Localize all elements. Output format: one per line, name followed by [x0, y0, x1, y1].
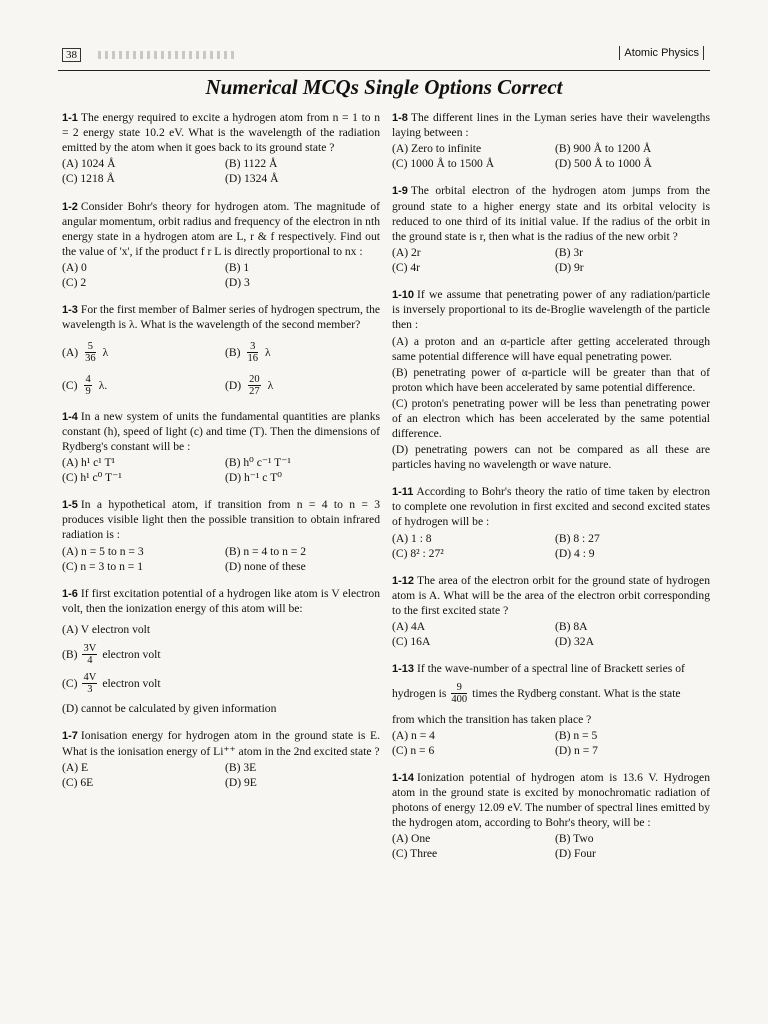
option-suffix: λ — [102, 345, 109, 359]
question-number: 1-11 — [392, 486, 414, 499]
option-a[interactable]: (A) 0 — [62, 261, 87, 275]
options — [62, 544, 380, 574]
question-text: If the wave-number of a spectral line of Brackett series of — [417, 662, 685, 676]
option-a[interactable]: (A) h¹ c¹ T¹ — [62, 456, 116, 469]
option-a[interactable]: (A) Zero to infinite — [392, 142, 482, 156]
question-number: 1-9 — [392, 185, 408, 198]
question-text: According to Bohr's theory the ratio of time taken by electron to complete one revolution in first excited and second excited states of hydrogen will be : — [392, 485, 710, 529]
fraction-denominator: 16 — [247, 352, 258, 364]
question-1-12 — [392, 573, 710, 650]
question-number: 1-4 — [62, 410, 78, 423]
option-b[interactable]: (B) 1122 Å — [225, 157, 278, 171]
option-b[interactable]: (B) 8A — [555, 620, 588, 634]
option-d[interactable]: (D) 32A — [555, 635, 594, 649]
fraction-numerator: 4 — [85, 373, 91, 385]
option-c[interactable]: (C) 6E — [62, 775, 94, 789]
question-text: The energy required to excite a hydrogen atom from n = 1 to n = 2 energy state 10.2 eV. What is the wavelength of the radiation emitted by the atom when it goes back to its ground state ? — [62, 111, 380, 155]
option-b[interactable]: (B) 8 : 27 — [555, 531, 600, 545]
question-1-2 — [62, 199, 380, 291]
options — [62, 156, 380, 186]
header-scan-noise — [98, 51, 238, 59]
question-number: 1-8 — [392, 112, 408, 124]
question-number: 1-7 — [62, 730, 78, 743]
option-a[interactable]: (A) n = 4 — [392, 728, 435, 742]
option-a[interactable]: (A) 2r — [392, 245, 421, 259]
option-suffix: electron volt — [102, 677, 161, 691]
question-text: Consider Bohr's theory for hydrogen atom. The magnitude of angular momentum, orbit radius and frequency of the electron in nth energy state in a hydrogen atom are L, r & f respectively. Find out the value of 'x', if the product f r L is directly proportional to nx : — [62, 199, 380, 258]
question-text-fraction-line — [392, 682, 710, 705]
question-1-13 — [392, 661, 710, 758]
question-number: 1-1 — [62, 112, 78, 124]
options — [62, 760, 380, 790]
fraction — [82, 672, 97, 695]
question-text: In a hypothetical atom, if transition from n = 4 to n = 3 produces visible light then the possible transition to obtain infrared radiation is : — [62, 498, 380, 542]
option-d[interactable]: (D) n = 7 — [555, 743, 598, 757]
left-column — [62, 110, 380, 802]
option-d[interactable] — [225, 374, 380, 397]
question-text: If first excitation potential of a hydrogen like atom is V electron volt, then the ionization energy of this atom will be: — [62, 586, 380, 615]
question-1-14 — [392, 770, 710, 862]
question-text: For the first member of Balmer series of hydrogen spectrum, the wavelength is λ. What is the wavelength of the second member? — [62, 303, 381, 332]
question-number: 1-14 — [392, 771, 415, 784]
fraction — [85, 341, 96, 364]
question-number: 1-6 — [62, 587, 78, 600]
page-number: 38 — [62, 48, 81, 62]
option-c[interactable]: (C) n = 3 to n = 1 — [62, 559, 144, 573]
fraction — [82, 643, 97, 666]
fraction — [248, 374, 261, 397]
option-c[interactable]: (C) proton's penetrating power will be less than penetrating power of an electron which has been accelerated by the same potential difference. — [392, 396, 710, 440]
option-b[interactable]: (B) penetrating power of α-particle will be greater than that of proton which have been accelerated by same potential difference. — [392, 365, 710, 394]
option-d[interactable]: (D) 3 — [225, 276, 250, 290]
option-label: (D) — [225, 378, 242, 392]
question-1-7 — [62, 728, 380, 789]
fraction-numerator: 4V — [83, 672, 97, 684]
question-1-5 — [62, 497, 380, 574]
option-d[interactable]: (D) 9r — [555, 261, 584, 275]
question-1-4 — [62, 409, 380, 486]
option-d[interactable]: (D) 1324 Å — [225, 172, 279, 186]
option-label: (A) — [62, 345, 79, 359]
question-number: 1-10 — [392, 289, 415, 302]
question-1-9 — [392, 183, 710, 275]
option-b[interactable] — [62, 643, 380, 666]
option-d[interactable]: (D) cannot be calculated by given information — [62, 702, 277, 716]
fraction-numerator: 5 — [85, 341, 96, 353]
question-number: 1-5 — [62, 499, 78, 512]
option-d[interactable]: (D) h⁻¹ c T⁰ — [225, 471, 282, 485]
question-1-10 — [392, 287, 710, 472]
question-1-11 — [392, 484, 710, 561]
option-d[interactable]: (D) 500 Å to 1000 Å — [555, 157, 652, 171]
option-b[interactable]: (B) 3E — [225, 760, 257, 774]
question-1-3 — [62, 302, 380, 396]
option-b[interactable]: (B) n = 5 — [555, 728, 598, 742]
options — [392, 831, 710, 861]
option-d[interactable]: (D) Four — [555, 847, 596, 861]
option-a[interactable]: (A) a proton and an α-particle after getting accelerated through same potential difference will have equal penetrating power. — [392, 334, 710, 363]
option-a[interactable] — [62, 341, 217, 364]
page-header — [58, 42, 708, 66]
question-text: The different lines in the Lyman series have their wavelengths laying between : — [392, 111, 710, 140]
option-c[interactable]: (C) h¹ c⁰ T⁻¹ — [62, 471, 122, 485]
fraction-denominator: 3 — [87, 684, 93, 696]
fraction-numerator: 3V — [83, 643, 97, 655]
options — [392, 619, 710, 649]
fraction-denominator: 36 — [85, 352, 96, 364]
question-1-8 — [392, 110, 710, 171]
option-c[interactable]: (C) n = 6 — [392, 743, 435, 757]
fraction-denominator: 27 — [249, 385, 260, 397]
option-b[interactable]: (B) Two — [555, 832, 594, 846]
option-d[interactable]: (D) 4 : 9 — [555, 546, 595, 560]
running-title: Atomic Physics — [619, 46, 704, 60]
fraction-numerator: 20 — [249, 373, 260, 385]
option-d[interactable]: (D) 9E — [225, 775, 257, 789]
question-text: In a new system of units the fundamental quantities are planks constant (h), speed of light (c) and time (T). Then the dimensions of Rydberg's constant will be : — [62, 409, 380, 453]
option-a[interactable]: (A) 1 : 8 — [392, 531, 432, 545]
header-rule — [58, 70, 710, 71]
options — [62, 260, 380, 290]
question-text: hydrogen is — [392, 687, 447, 701]
option-label: (B) — [225, 345, 241, 359]
question-text: from which the transition has taken place ? — [392, 712, 592, 726]
option-b[interactable]: (B) n = 4 to n = 2 — [225, 544, 307, 558]
option-label: (B) — [62, 648, 78, 662]
option-c[interactable]: (C) 1218 Å — [62, 172, 115, 186]
fraction-denominator: 4 — [87, 655, 93, 667]
option-a[interactable]: (A) 4A — [392, 620, 426, 634]
option-b[interactable] — [225, 341, 380, 364]
option-c[interactable] — [62, 672, 380, 695]
fraction — [247, 341, 258, 364]
option-b[interactable]: (B) 1 — [225, 261, 250, 275]
option-suffix: λ — [264, 345, 271, 359]
question-number: 1-3 — [62, 304, 78, 317]
option-d[interactable]: (D) penetrating powers can not be compared as all these are particles having no wavelength or wave nature. — [392, 442, 710, 472]
option-a[interactable]: (A) One — [392, 832, 431, 846]
option-c[interactable]: (C) 1000 Å to 1500 Å — [392, 157, 495, 171]
options — [62, 341, 380, 397]
option-c[interactable]: (C) 4r — [392, 261, 421, 275]
fraction-numerator: 3 — [247, 341, 258, 353]
option-a[interactable]: (A) E — [62, 760, 89, 774]
fraction — [451, 682, 467, 705]
question-text: times the Rydberg constant. What is the state — [472, 687, 681, 701]
page-title: Numerical MCQs Single Options Correct — [205, 75, 563, 99]
fraction-denominator: 9 — [85, 385, 91, 397]
question-text: The area of the electron orbit for the ground state of hydrogen atom is A. What will be the area of the electron orbit corresponding to the first excited state ? — [392, 573, 710, 617]
option-c[interactable]: (C) 16A — [392, 635, 431, 649]
options — [392, 728, 710, 758]
option-suffix: λ — [267, 378, 274, 392]
option-b[interactable]: (B) 900 Å to 1200 Å — [555, 142, 652, 156]
option-a[interactable]: (A) 1024 Å — [62, 157, 116, 171]
right-column — [392, 110, 710, 873]
options — [392, 531, 710, 561]
option-suffix: electron volt — [102, 648, 161, 662]
option-d[interactable]: (D) none of these — [225, 559, 306, 573]
option-c[interactable]: (C) Three — [392, 847, 438, 861]
options — [392, 141, 710, 171]
option-b[interactable]: (B) 3r — [555, 245, 584, 259]
options — [62, 455, 380, 485]
option-a[interactable]: (A) n = 5 to n = 3 — [62, 544, 144, 558]
option-c[interactable]: (C) 8² : 27² — [392, 546, 444, 560]
option-a[interactable]: (A) V electron volt — [62, 623, 151, 637]
option-suffix: λ. — [98, 378, 108, 392]
option-label: (C) — [62, 677, 78, 691]
question-text: If we assume that penetrating power of any radiation/particle is inversely proportional to its de-Broglie wavelength of the particle then : — [392, 288, 710, 332]
option-label: (C) — [62, 378, 78, 392]
question-number: 1-2 — [62, 200, 78, 213]
question-text: Ionization potential of hydrogen atom is 13.6 V. Hydrogen atom in the ground state is excited by monochromatic radiation of photons of energy 12.09 eV. The number of spectral lines emitted by the hydrogen atom, according to Bohr's theory, will be : — [392, 770, 710, 830]
question-1-1 — [62, 110, 380, 187]
question-number: 1-13 — [392, 663, 415, 676]
fraction-denominator: 400 — [451, 694, 468, 706]
question-number: 1-12 — [392, 574, 415, 587]
fraction-numerator: 9 — [451, 682, 467, 694]
option-c[interactable]: (C) 2 — [62, 276, 87, 290]
option-b[interactable]: (B) h⁰ c⁻¹ T⁻¹ — [225, 456, 291, 469]
question-text: The orbital electron of the hydrogen atom jumps from the ground state to a higher energy state and its orbital velocity is reduced to one third of its initial value. If the radius of the orbit in the ground state is r, then what is the radius of the new orbit ? — [392, 184, 710, 243]
option-c[interactable] — [62, 374, 217, 397]
question-1-6 — [62, 586, 380, 717]
fraction — [84, 374, 91, 397]
options — [392, 245, 710, 275]
question-text: Ionisation energy for hydrogen atom in the ground state is E. What is the ionisation energy of Li⁺⁺ atom in the 2nd excited state ? — [62, 729, 380, 758]
